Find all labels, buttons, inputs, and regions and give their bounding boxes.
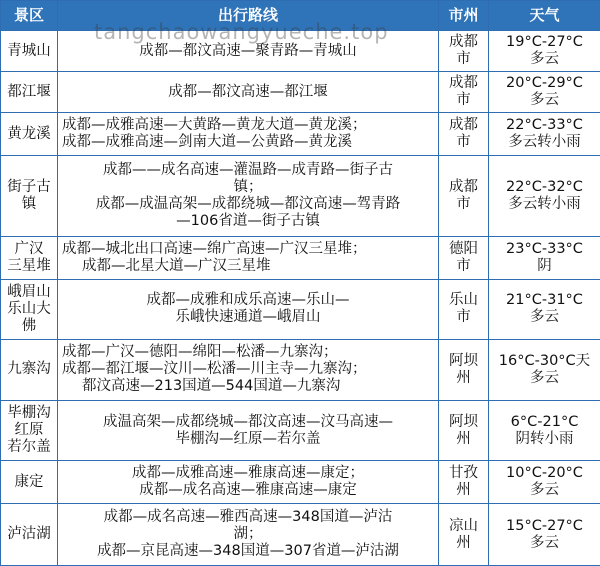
spot-cell	[1, 113, 58, 156]
route-cell	[58, 461, 439, 504]
spot-name: 三星堆	[7, 257, 51, 274]
city-name: 成都	[449, 117, 478, 134]
weather-cell	[489, 339, 600, 401]
spot-name: 康定	[14, 473, 44, 490]
route-line: 成都—成雅和成乐高速—乐山—	[146, 292, 350, 309]
condition: 阴	[537, 257, 552, 274]
condition: 多云转小雨	[508, 196, 581, 213]
table-row	[1, 156, 600, 236]
condition: 多云	[530, 369, 559, 386]
header-row	[1, 1, 600, 31]
city-cell	[439, 72, 489, 113]
city-cell	[439, 31, 489, 72]
weather-cell	[489, 279, 600, 339]
header-weather: 天气	[489, 1, 600, 31]
route-line: 成都—成雅高速—雅康高速—康定；	[132, 465, 364, 482]
city-name: 成都	[449, 34, 478, 51]
route-line: 成都—城北出口高速—绵广高速—广汉三星堆；	[62, 240, 367, 257]
route-cell	[58, 401, 439, 461]
weather-cell	[489, 156, 600, 236]
city-suffix: 州	[456, 430, 471, 447]
route-line: 都汶高速—213国道—544国道—九寨沟	[82, 378, 341, 395]
weather-cell	[489, 236, 600, 279]
route-line: 成都—都汶高速—聚青路—青城山	[139, 42, 357, 59]
route-line: 成都—成温高架—成都绕城—都汶高速—驾青路	[95, 196, 401, 213]
route-line: 成温高架—成都绕城—都汶高速—汶马高速—	[103, 413, 393, 430]
spot-name: 都江堰	[7, 83, 51, 100]
city-name: 凉山	[449, 517, 478, 534]
condition: 多云	[530, 534, 559, 551]
temperature: 16°C-30°C天	[498, 352, 591, 369]
route-line: 毕棚沟—红原—若尔盖	[175, 430, 321, 447]
temperature: 15°C-27°C	[506, 517, 583, 534]
spot-name: 泸沽湖	[7, 526, 51, 543]
city-name: 乐山	[449, 292, 478, 309]
city-name: 德阳	[449, 240, 478, 257]
city-cell	[439, 113, 489, 156]
temperature: 20°C-29°C	[506, 75, 583, 92]
temperature: 21°C-31°C	[506, 292, 583, 309]
route-cell	[58, 279, 439, 339]
table-row	[1, 236, 600, 279]
table-row	[1, 113, 600, 156]
watermark-text: tangchaowangyueche.top	[94, 20, 389, 44]
city-suffix: 市	[456, 92, 471, 109]
weather-cell	[489, 31, 600, 72]
condition: 多云	[530, 51, 559, 68]
table-row	[1, 279, 600, 339]
spot-cell	[1, 461, 58, 504]
condition: 多云	[530, 482, 559, 499]
weather-cell	[489, 461, 600, 504]
spot-cell	[1, 504, 58, 566]
route-line: 湖；	[233, 526, 263, 543]
city-suffix: 州	[456, 482, 471, 499]
table-row	[1, 401, 600, 461]
condition: 多云转小雨	[508, 134, 581, 151]
weather-cell	[489, 401, 600, 461]
header-spot: 景区	[1, 1, 58, 31]
route-line: 镇；	[233, 179, 263, 196]
city-name: 阿坝	[449, 413, 478, 430]
city-suffix: 市	[456, 257, 471, 274]
table-row	[1, 31, 600, 72]
city-suffix: 市	[456, 134, 471, 151]
city-suffix: 市	[456, 196, 471, 213]
weather-cell	[489, 504, 600, 566]
city-suffix: 市	[456, 51, 471, 68]
spot-name: 红原	[14, 422, 44, 439]
table-row	[1, 461, 600, 504]
spot-name: 广汉	[14, 240, 44, 257]
city-name: 成都	[449, 179, 478, 196]
condition: 阴转小雨	[515, 430, 574, 447]
temperature: 22°C-33°C	[506, 117, 583, 134]
table-row	[1, 504, 600, 566]
route-line: 成都—都汶高速—都江堰	[168, 83, 328, 100]
city-name: 阿坝	[449, 352, 478, 369]
spot-cell	[1, 31, 58, 72]
route-cell	[58, 156, 439, 236]
temperature: 22°C-32°C	[506, 179, 583, 196]
city-cell	[439, 401, 489, 461]
spot-name: 街子古	[7, 179, 51, 196]
route-line: 乐峨快速通道—峨眉山	[175, 309, 321, 326]
route-line: 成都—京昆高速—348国道—307省道—泸沽湖	[97, 543, 399, 560]
header-city: 市州	[439, 1, 489, 31]
condition: 多云	[530, 92, 559, 109]
city-cell	[439, 461, 489, 504]
city-cell	[439, 156, 489, 236]
route-line: 成都—北星大道—广汉三星堆	[82, 257, 271, 274]
table-row	[1, 72, 600, 113]
header-route: 出行路线	[58, 1, 439, 31]
city-cell	[439, 339, 489, 401]
route-line: —106省道—街子古镇	[176, 213, 320, 230]
temperature: 6°C-21°C	[510, 413, 579, 430]
spot-name: 黄龙溪	[7, 125, 51, 142]
route-line: 成都——成名高速—灌温路—成青路—街子古	[103, 162, 393, 179]
table-row	[1, 339, 600, 401]
route-line: 成都—成雅高速—剑南大道—公黄路—黄龙溪	[62, 134, 352, 151]
route-line: 成都—成名高速—雅西高速—348国道—泸沽	[103, 509, 393, 526]
route-line: 成都—广汉—德阳—绵阳—松潘—九寨沟；	[62, 344, 338, 361]
spot-name: 峨眉山	[7, 283, 51, 300]
spot-cell	[1, 156, 58, 236]
spot-cell	[1, 72, 58, 113]
spot-name: 青城山	[7, 42, 51, 59]
city-suffix: 州	[456, 369, 471, 386]
route-cell	[58, 31, 439, 72]
city-name: 甘孜	[449, 465, 478, 482]
temperature: 19°C-27°C	[506, 34, 583, 51]
city-cell	[439, 236, 489, 279]
condition: 多云	[530, 309, 559, 326]
spot-name: 佛	[21, 317, 37, 334]
route-cell	[58, 72, 439, 113]
spot-name: 乐山大	[7, 300, 51, 317]
route-line: 成都—成名高速—雅康高速—康定	[139, 482, 357, 499]
city-name: 成都	[449, 75, 478, 92]
route-cell	[58, 113, 439, 156]
spot-name: 九寨沟	[7, 361, 51, 378]
spot-cell	[1, 236, 58, 279]
route-cell	[58, 504, 439, 566]
weather-cell	[489, 113, 600, 156]
city-cell	[439, 504, 489, 566]
city-suffix: 州	[456, 534, 471, 551]
city-cell	[439, 279, 489, 339]
temperature: 23°C-33°C	[506, 240, 583, 257]
temperature: 10°C-20°C	[506, 465, 583, 482]
route-cell	[58, 339, 439, 401]
spot-name: 毕棚沟	[7, 405, 51, 422]
route-line: 成都—都江堰—汶川—松潘—川主寺—九寨沟；	[62, 361, 367, 378]
route-line: 成都—成雅高速—大黄路—黄龙大道—黄龙溪；	[62, 117, 367, 134]
spot-cell	[1, 339, 58, 401]
route-cell	[58, 236, 439, 279]
city-suffix: 市	[456, 309, 471, 326]
spot-cell	[1, 401, 58, 461]
weather-cell	[489, 72, 600, 113]
spot-name: 镇	[21, 196, 37, 213]
spot-cell	[1, 279, 58, 339]
spot-name: 若尔盖	[7, 439, 51, 456]
